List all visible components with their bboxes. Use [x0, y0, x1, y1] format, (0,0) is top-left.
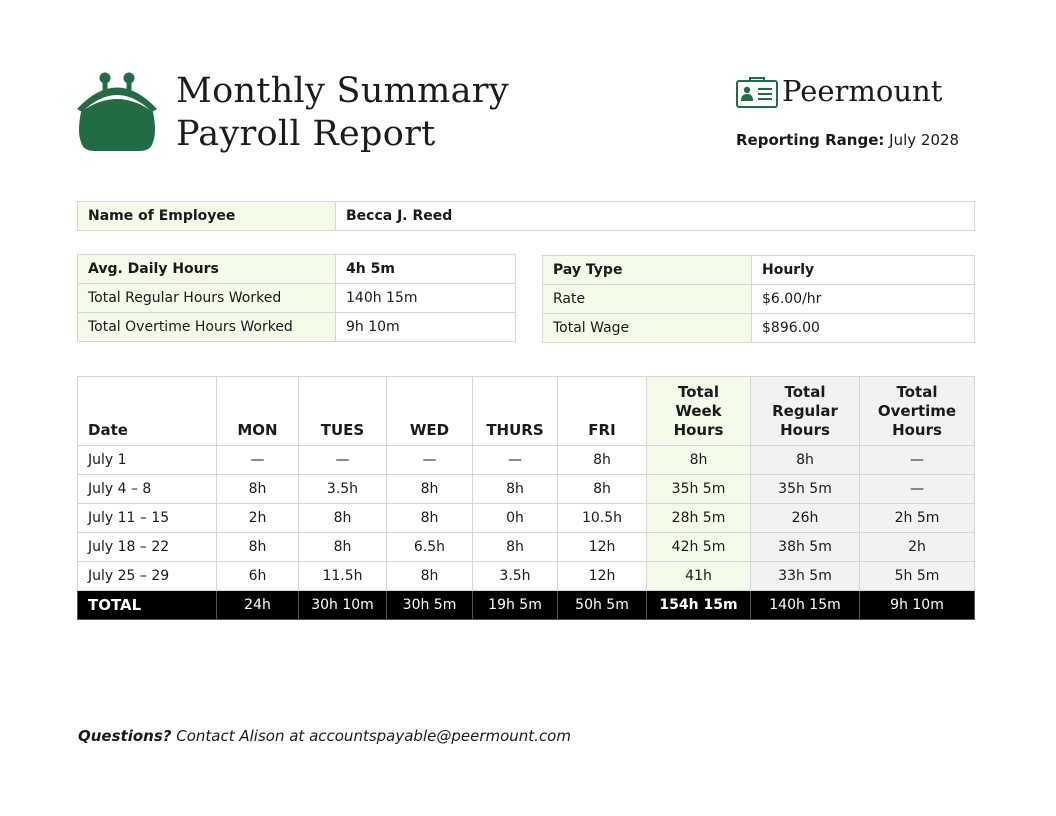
- cell-tue: —: [299, 446, 387, 475]
- cell-wed: —: [387, 446, 473, 475]
- hours-row: [78, 284, 516, 313]
- questions-label: Questions?: [78, 727, 172, 745]
- total-cell-fri: 50h 5m: [558, 591, 647, 620]
- pay-label: Pay Type: [543, 256, 752, 285]
- total-label: TOTAL: [78, 591, 217, 620]
- cell-wed: 8h: [387, 475, 473, 504]
- header-line: Total: [784, 383, 826, 401]
- header-line: Hours: [673, 421, 724, 439]
- col-header-regular-total: [751, 377, 860, 446]
- contact-text: Contact Alison at accountspayable@peermount.com: [171, 727, 571, 745]
- total-cell-tue: 30h 10m: [299, 591, 387, 620]
- timesheet-row: [78, 475, 975, 504]
- cell-thu: 8h: [473, 533, 558, 562]
- pay-label: Rate: [543, 285, 752, 314]
- hours-value: 140h 15m: [336, 284, 516, 313]
- hours-label: Total Overtime Hours Worked: [78, 313, 336, 342]
- cell-thu: 0h: [473, 504, 558, 533]
- cell-date: July 18 – 22: [78, 533, 217, 562]
- cell-week-total: 8h: [647, 446, 751, 475]
- header-line: Total: [678, 383, 719, 401]
- col-header-fri: FRI: [558, 377, 647, 446]
- cell-week-total: 42h 5m: [647, 533, 751, 562]
- total-cell-mon: 24h: [217, 591, 299, 620]
- timesheet-header-row: [78, 377, 975, 446]
- pay-row: [543, 285, 975, 314]
- hours-value: 9h 10m: [336, 313, 516, 342]
- col-header-mon: MON: [217, 377, 299, 446]
- pay-row: [543, 256, 975, 285]
- cell-regular-total: 33h 5m: [751, 562, 860, 591]
- cell-date: July 1: [78, 446, 217, 475]
- hours-label: Total Regular Hours Worked: [78, 284, 336, 313]
- cell-tue: 8h: [299, 533, 387, 562]
- id-card-icon: [736, 77, 778, 109]
- cell-thu: —: [473, 446, 558, 475]
- total-cell-thu: 19h 5m: [473, 591, 558, 620]
- cell-fri: 10.5h: [558, 504, 647, 533]
- cell-week-total: 35h 5m: [647, 475, 751, 504]
- cell-date: July 11 – 15: [78, 504, 217, 533]
- reporting-range-label: Reporting Range:: [736, 131, 885, 149]
- timesheet-row: [78, 446, 975, 475]
- report-title-line1: Monthly Summary: [176, 71, 509, 111]
- cell-mon: —: [217, 446, 299, 475]
- cell-mon: 2h: [217, 504, 299, 533]
- hours-summary-table: [77, 254, 516, 342]
- col-header-date: Date: [78, 377, 217, 446]
- col-header-thu: THURS: [473, 377, 558, 446]
- cell-regular-total: 8h: [751, 446, 860, 475]
- cell-mon: 8h: [217, 475, 299, 504]
- total-cell-overtime-total: 9h 10m: [860, 591, 975, 620]
- header-line: Regular: [772, 402, 838, 420]
- brand-name: Peermount: [782, 74, 943, 108]
- cell-regular-total: 38h 5m: [751, 533, 860, 562]
- cell-wed: 8h: [387, 562, 473, 591]
- hours-row: [78, 255, 516, 284]
- cell-overtime-total: 2h: [860, 533, 975, 562]
- reporting-range-value: July 2028: [889, 131, 960, 149]
- report-title-line2: Payroll Report: [176, 114, 436, 154]
- timesheet-table: [77, 376, 975, 620]
- timesheet-row: [78, 533, 975, 562]
- header-line: Week: [675, 402, 722, 420]
- cell-week-total: 41h: [647, 562, 751, 591]
- cell-fri: 12h: [558, 562, 647, 591]
- pay-row: [543, 314, 975, 343]
- pay-summary-table: [542, 255, 975, 343]
- timesheet-row: [78, 562, 975, 591]
- cell-overtime-total: 5h 5m: [860, 562, 975, 591]
- employee-table: [77, 201, 975, 231]
- cell-wed: 8h: [387, 504, 473, 533]
- pay-label: Total Wage: [543, 314, 752, 343]
- timesheet-total-row: [78, 591, 975, 620]
- employee-label: Name of Employee: [78, 202, 336, 231]
- header-line: Overtime: [877, 402, 957, 420]
- header-line: Total: [896, 383, 938, 401]
- pay-value: $896.00: [752, 314, 975, 343]
- coin-purse-icon: [77, 72, 159, 152]
- cell-regular-total: 35h 5m: [751, 475, 860, 504]
- total-cell-regular-total: 140h 15m: [751, 591, 860, 620]
- cell-wed: 6.5h: [387, 533, 473, 562]
- cell-thu: 3.5h: [473, 562, 558, 591]
- contact-note: [78, 727, 571, 745]
- hours-row: [78, 313, 516, 342]
- employee-row: [78, 202, 975, 231]
- cell-date: July 4 – 8: [78, 475, 217, 504]
- cell-tue: 11.5h: [299, 562, 387, 591]
- timesheet-row: [78, 504, 975, 533]
- header-line: Hours: [892, 421, 942, 439]
- pay-value: $6.00/hr: [752, 285, 975, 314]
- cell-mon: 8h: [217, 533, 299, 562]
- col-header-overtime-total: [860, 377, 975, 446]
- cell-mon: 6h: [217, 562, 299, 591]
- cell-fri: 8h: [558, 446, 647, 475]
- cell-overtime-total: —: [860, 475, 975, 504]
- hours-label: Avg. Daily Hours: [78, 255, 336, 284]
- cell-week-total: 28h 5m: [647, 504, 751, 533]
- employee-name: Becca J. Reed: [336, 202, 975, 231]
- cell-thu: 8h: [473, 475, 558, 504]
- total-cell-week-total: 154h 15m: [647, 591, 751, 620]
- cell-tue: 3.5h: [299, 475, 387, 504]
- col-header-week-total: [647, 377, 751, 446]
- cell-tue: 8h: [299, 504, 387, 533]
- cell-fri: 8h: [558, 475, 647, 504]
- cell-date: July 25 – 29: [78, 562, 217, 591]
- cell-overtime-total: 2h 5m: [860, 504, 975, 533]
- cell-overtime-total: —: [860, 446, 975, 475]
- reporting-range: [736, 131, 959, 149]
- pay-value: Hourly: [752, 256, 975, 285]
- header-line: Hours: [780, 421, 830, 439]
- cell-fri: 12h: [558, 533, 647, 562]
- total-cell-wed: 30h 5m: [387, 591, 473, 620]
- cell-regular-total: 26h: [751, 504, 860, 533]
- col-header-tue: TUES: [299, 377, 387, 446]
- hours-value: 4h 5m: [336, 255, 516, 284]
- col-header-wed: WED: [387, 377, 473, 446]
